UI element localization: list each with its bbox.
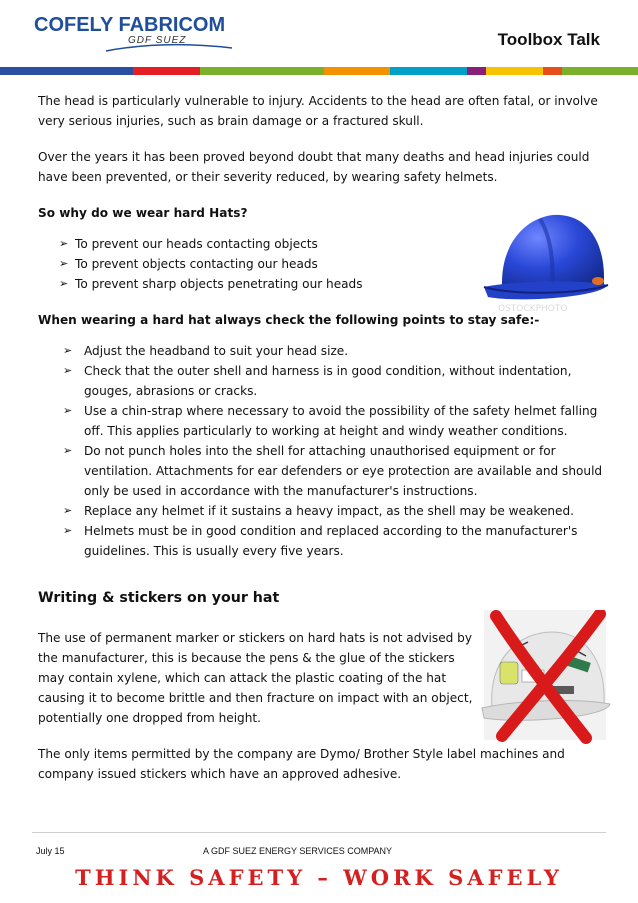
arrow-bullet-icon: ➢	[59, 257, 69, 270]
safety-motto: THINK SAFETY – WORK SAFELY	[75, 865, 563, 890]
white-hard-hat-with-stickers-image	[478, 610, 612, 746]
list-item: ➢ Use a chin-strap where necessary to avoid the possibility of the safety helmet falling off. This applies particularly to working at height and windy weather conditions.	[38, 401, 603, 441]
stripe-segment	[324, 67, 391, 75]
footer-company: A GDF SUEZ ENERGY SERVICES COMPANY	[203, 846, 393, 856]
arrow-bullet-icon: ➢	[63, 364, 73, 377]
blue-hard-hat-image	[480, 205, 612, 317]
intro-paragraph-2: Over the years it has been proved beyond doubt that many deaths and head injuries could have been prevented, or their severity reduced, by wearing safety helmets.	[38, 150, 590, 184]
stripe-segment	[200, 67, 324, 75]
stickers-paragraph-1: The use of permanent marker or stickers on hard hats is not advised by the manufacturer, this is because the pens & the glue of the stickers may contain xylene, which can attack the plastic coating of the hat causing it to become brittle and then fracture on impact with an object, potentially one dropped from height.	[38, 631, 473, 725]
logo-text: COFELY FABRICOM	[34, 14, 226, 36]
svg-text:OSTOCKPHOTO: OSTOCKPHOTO	[498, 304, 568, 314]
arrow-bullet-icon: ➢	[63, 504, 73, 517]
stripe-segment	[0, 67, 133, 75]
intro-paragraph-1: The head is particularly vulnerable to injury. Accidents to the head are often fatal, or involve very serious injuries, such as brain damage or a fractured skull.	[38, 94, 598, 128]
checks-list	[38, 341, 603, 561]
page-title: Toolbox Talk	[497, 30, 600, 49]
list-item: ➢ Helmets must be in good condition and replaced according to the manufacturer's guidelines. This is usually every five years.	[38, 521, 603, 561]
stickers-heading: Writing & stickers on your hat	[38, 590, 280, 606]
list-item: ➢ To prevent objects contacting our heads	[38, 254, 603, 274]
arrow-bullet-icon: ➢	[63, 444, 73, 457]
arrow-bullet-icon: ➢	[59, 277, 69, 290]
arrow-bullet-icon: ➢	[59, 237, 69, 250]
list-item: ➢ Adjust the headband to suit your head size.	[38, 341, 603, 361]
stripe-segment	[486, 67, 543, 75]
stripe-segment	[467, 67, 486, 75]
stripe-segment	[562, 67, 638, 75]
stickers-paragraph-2: The only items permitted by the company are Dymo/ Brother Style label machines and company issued stickers which have an approved adhesive.	[38, 747, 565, 781]
logo-subtext: GDF SUEZ	[128, 35, 187, 46]
list-item: ➢ Replace any helmet if it sustains a heavy impact, as the shell may be weakened.	[38, 501, 603, 521]
arrow-bullet-icon: ➢	[63, 524, 73, 537]
checks-heading: When wearing a hard hat always check the following points to stay safe:-	[38, 313, 540, 327]
footer-divider	[32, 832, 606, 833]
list-item: ➢ Check that the outer shell and harness is in good condition, without indentation, gouges, abrasions or cracks.	[38, 361, 603, 401]
footer-date: July 15	[36, 846, 65, 856]
arrow-bullet-icon: ➢	[63, 404, 73, 417]
stripe-segment	[390, 67, 466, 75]
list-item: ➢ Do not punch holes into the shell for attaching unauthorised equipment or for ventilation. Attachments for ear defenders or eye protection are available and should only be used in accordance with the manufacturer's instructions.	[38, 441, 603, 501]
stripe-segment	[133, 67, 200, 75]
color-stripe	[0, 67, 638, 75]
list-item: ➢ To prevent sharp objects penetrating our heads	[38, 274, 603, 294]
arrow-bullet-icon: ➢	[63, 344, 73, 357]
why-heading: So why do we wear hard Hats?	[38, 206, 248, 220]
stripe-segment	[543, 67, 562, 75]
list-item: ➢ To prevent our heads contacting objects	[38, 234, 603, 254]
company-logo	[34, 14, 224, 54]
